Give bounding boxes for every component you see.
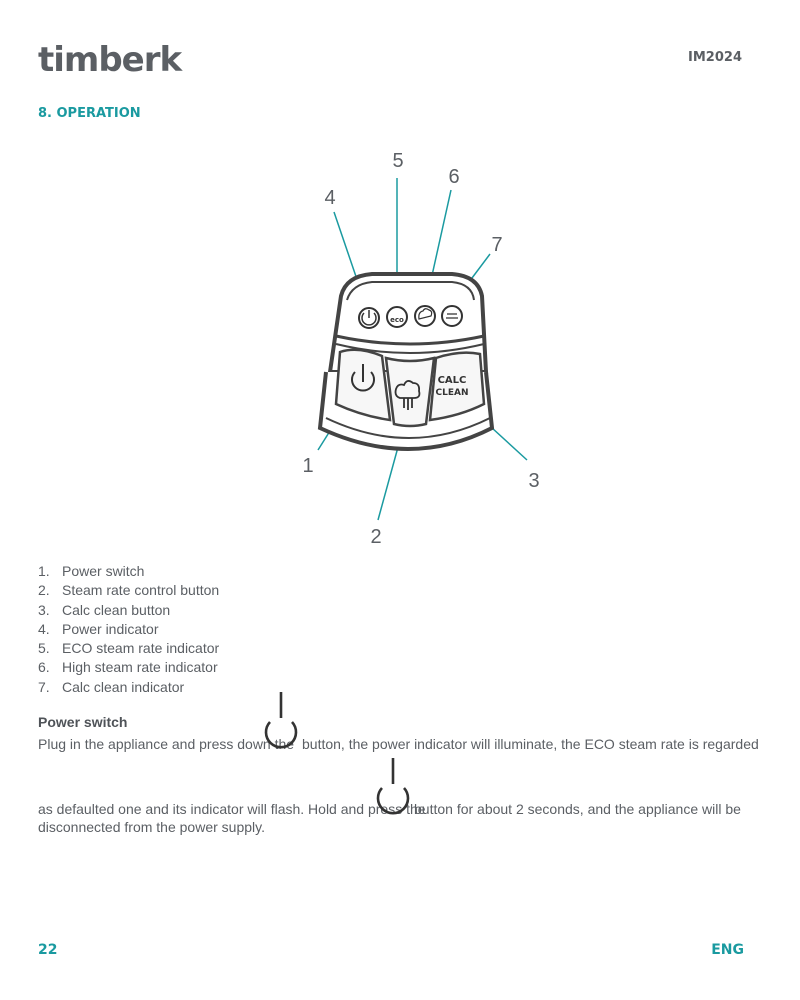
power-switch-text-3: disconnected from the power supply. <box>38 819 265 835</box>
legend-item: 6. High steam rate indicator <box>38 659 218 676</box>
legend-item: 7. Calc clean indicator <box>38 678 185 695</box>
power-icon <box>262 690 300 752</box>
power-switch-text-1b: button, the power indicator will illuminate, the ECO steam rate is regarded <box>302 736 759 752</box>
parts-legend <box>38 562 219 697</box>
power-icon <box>374 756 412 818</box>
callout-4: 4 <box>324 187 336 209</box>
page-number: 22 <box>38 942 58 958</box>
eco-indicator-label: eco <box>390 316 404 324</box>
callout-2: 2 <box>370 526 382 548</box>
callout-6: 6 <box>448 166 460 188</box>
callout-3: 3 <box>528 470 540 492</box>
section-title: 8. OPERATION <box>38 106 141 121</box>
calc-button-label-1: CALC <box>437 375 467 386</box>
language-label: ENG <box>711 942 744 958</box>
control-panel <box>320 274 492 449</box>
legend-item: 1. Power switch <box>38 563 145 579</box>
brand-logo: timberk <box>38 40 182 80</box>
callout-5: 5 <box>392 150 404 172</box>
power-switch-text-2b: button for about 2 seconds, and the appliance will be <box>414 801 741 817</box>
legend-item: 4. Power indicator <box>38 620 159 637</box>
power-switch-text-2a: as defaulted one and its indicator will flash. Hold and press the <box>38 801 426 817</box>
power-switch-heading: Power switch <box>38 714 128 730</box>
legend-item: 5. ECO steam rate indicator <box>38 640 220 657</box>
callout-1: 1 <box>302 455 314 477</box>
power-switch-text-1a: Plug in the appliance and press down the <box>38 736 295 752</box>
high-steam-indicator <box>415 306 435 326</box>
callout-7: 7 <box>491 234 503 256</box>
model-number: IM2024 <box>688 50 742 65</box>
calc-button-label-2: CLEAN <box>435 388 469 398</box>
power-indicator <box>359 308 379 328</box>
calc-clean-indicator <box>442 306 462 326</box>
legend-item: 2. Steam rate control button <box>38 582 220 599</box>
control-panel-diagram <box>0 140 800 560</box>
legend-item: 3. Calc clean button <box>38 601 171 618</box>
